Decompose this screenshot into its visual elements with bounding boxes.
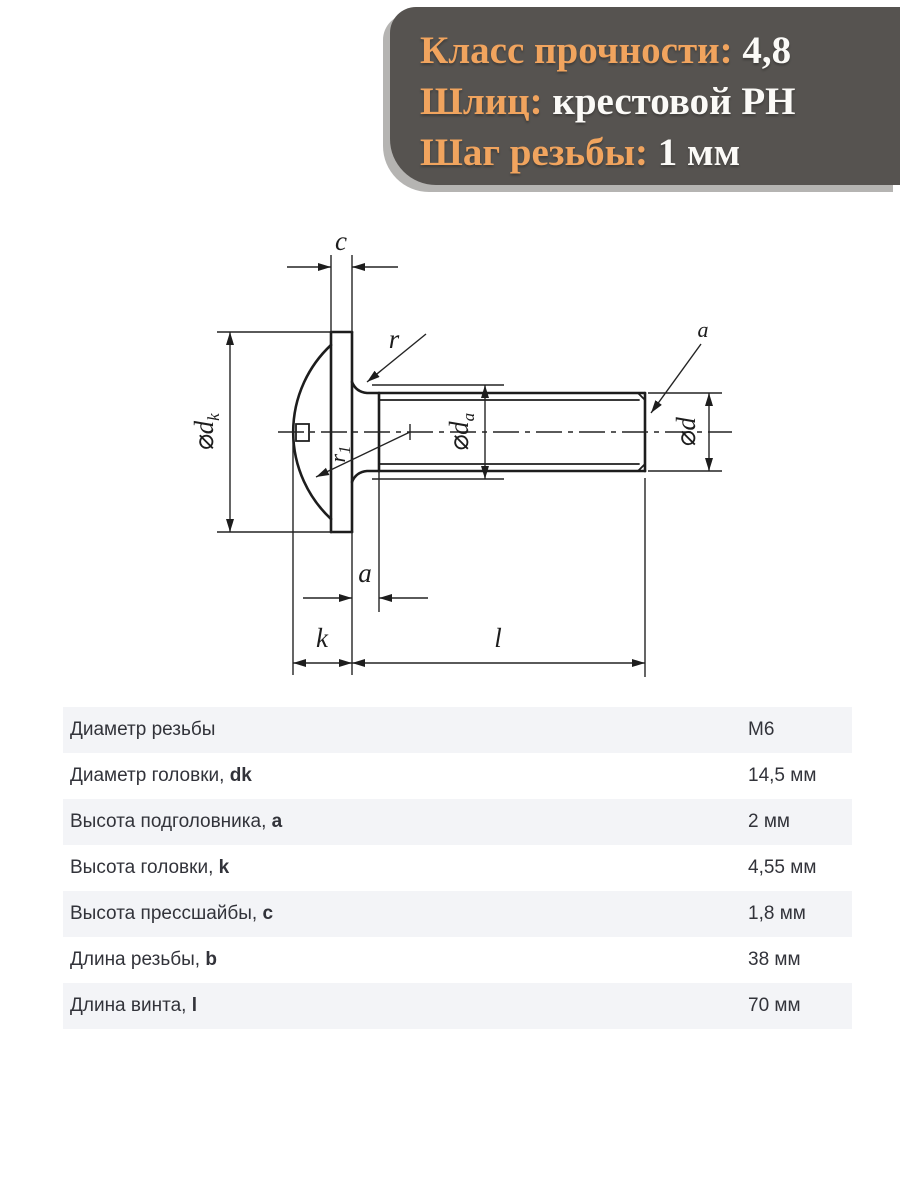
- strength-class-value: 4,8: [742, 29, 792, 72]
- spec-value: 4,55 мм: [748, 857, 817, 878]
- table-row: [63, 707, 852, 753]
- spec-label: Диаметр головки, dk: [70, 765, 252, 786]
- center-line: [278, 424, 732, 440]
- dim-label-a: a: [358, 558, 372, 588]
- strength-class-label: Класс прочности:: [420, 29, 733, 72]
- drive-type-value: крестовой PH: [552, 80, 796, 123]
- spec-value: M6: [748, 719, 775, 740]
- spec-value: 2 мм: [748, 811, 790, 832]
- dim-label-c: c: [335, 226, 347, 256]
- thread-pitch-value: 1 мм: [657, 131, 741, 174]
- spec-label: Высота прессшайбы, c: [70, 903, 274, 924]
- spec-label: Высота головки, k: [70, 857, 230, 878]
- drive-type-label: Шлиц:: [420, 80, 543, 123]
- table-row: [63, 983, 852, 1029]
- table-row: [63, 891, 852, 937]
- spec-label: Диаметр резьбы: [70, 719, 216, 740]
- drive-type-line: [420, 76, 900, 127]
- table-row: [63, 799, 852, 845]
- spec-label: Высота подголовника, a: [70, 811, 283, 832]
- dim-label-l: l: [494, 623, 502, 653]
- underhead-fillet-bottom: [352, 471, 379, 482]
- table-row: [63, 845, 852, 891]
- dim-label-da: $⌀d_a$: [444, 412, 478, 452]
- dim-label-r: r: [388, 324, 400, 354]
- spec-value: 38 мм: [748, 949, 801, 970]
- dimension-lines: [230, 267, 709, 663]
- underhead-fillet-top: [352, 382, 379, 393]
- screw-technical-drawing: [0, 210, 900, 730]
- dim-label-a-leader: a: [697, 317, 709, 342]
- table-row: [63, 753, 852, 799]
- strength-class-line: [420, 25, 900, 76]
- thread-pitch-label: Шаг резьбы:: [420, 131, 649, 174]
- dim-label-d: ⌀d: [671, 417, 701, 447]
- thread-pitch-line: [420, 127, 900, 178]
- dim-label-dk: $⌀d_k$: [189, 413, 223, 451]
- leader-lines: [316, 334, 701, 477]
- table-row: [63, 937, 852, 983]
- spec-label: Длина винта, l: [70, 995, 197, 1016]
- info-banner: [390, 7, 900, 185]
- spec-label: Длина резьбы, b: [70, 949, 217, 970]
- leader-a: [651, 344, 701, 413]
- dim-label-r1: $r_1$: [325, 445, 354, 463]
- spec-value: 70 мм: [748, 995, 801, 1016]
- dim-label-k: k: [316, 623, 328, 653]
- spec-value: 14,5 мм: [748, 765, 817, 786]
- spec-table: [63, 707, 852, 1029]
- spec-value: 1,8 мм: [748, 903, 806, 924]
